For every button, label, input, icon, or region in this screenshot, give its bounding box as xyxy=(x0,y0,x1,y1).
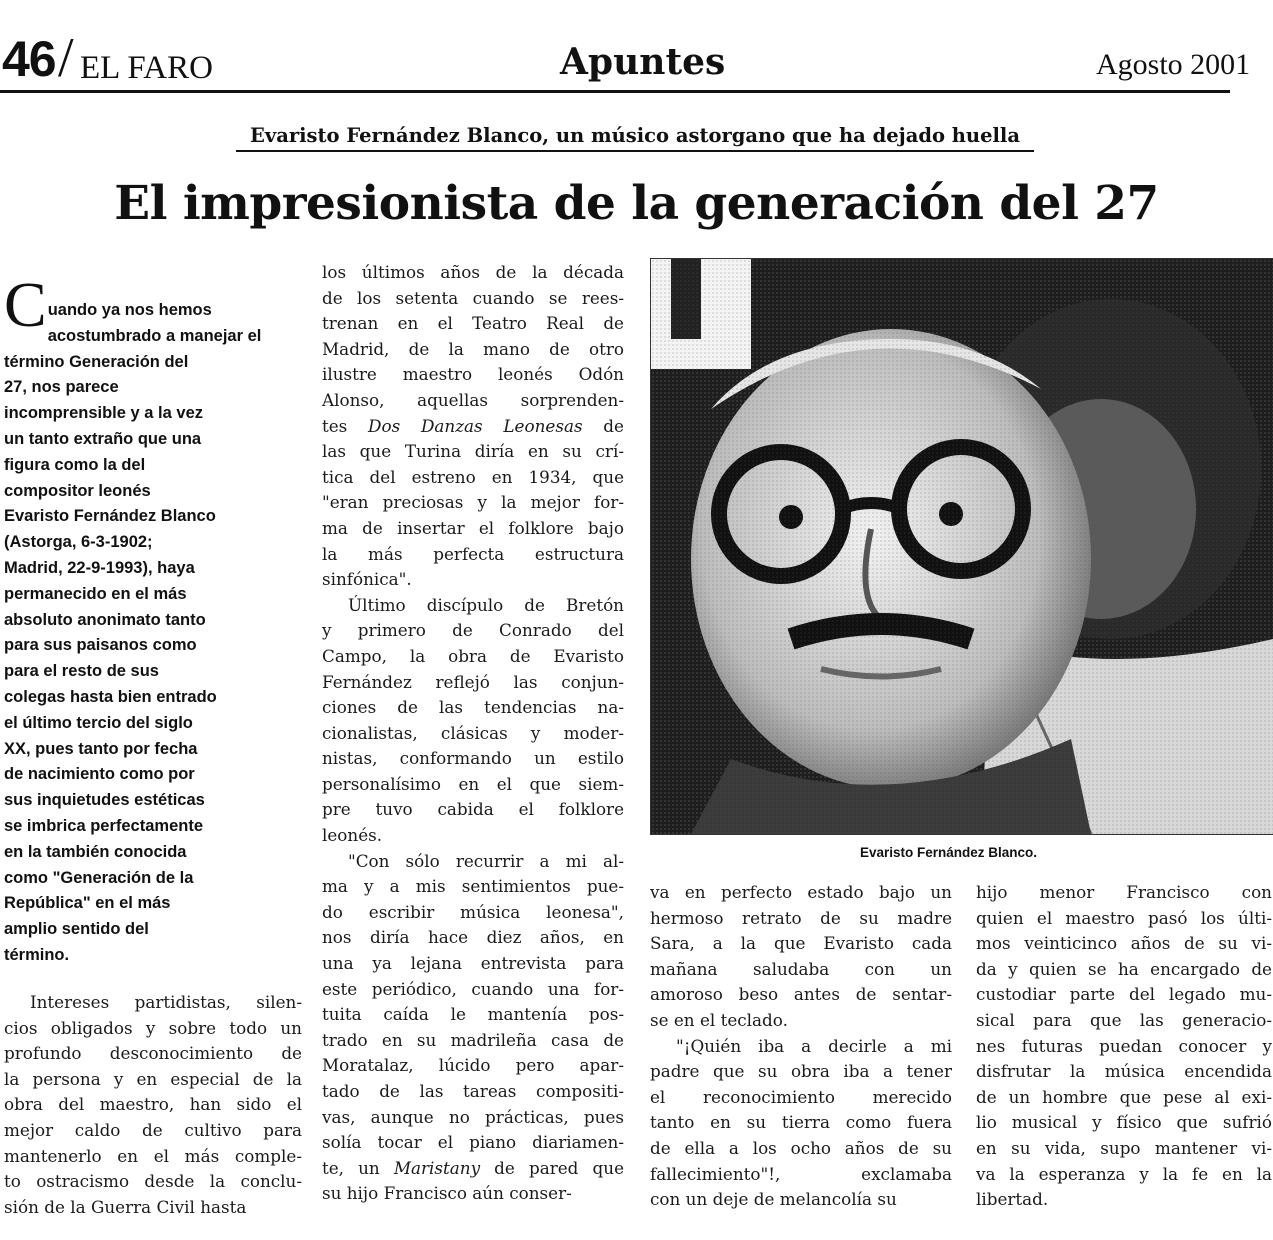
text-line: absoluto anonimato tanto xyxy=(4,610,206,629)
text-line: quien el maestro pasó los últi- xyxy=(976,907,1272,928)
column-3-body xyxy=(650,880,952,1213)
text-line: de nacimiento como por xyxy=(4,765,195,784)
newspaper-name: EL FARO xyxy=(80,50,213,86)
text-line: 27, nos parece xyxy=(4,378,119,397)
text-line: un tanto extraño que una xyxy=(4,429,202,448)
text-line: sus inquietudes estéticas xyxy=(4,791,205,810)
text-line: ilustre maestro leonés Odón xyxy=(322,364,624,385)
text-line: Campo, la obra de Evaristo xyxy=(322,645,624,666)
text-line: custodiar parte del legado mu- xyxy=(976,984,1272,1005)
text-line: permanecido en el más xyxy=(4,584,187,603)
text-line: "Con sólo recurrir a mi al- xyxy=(348,850,624,871)
text-line: acostumbrado a manejar el xyxy=(47,326,262,345)
text-line: profundo desconocimiento de xyxy=(4,1043,302,1064)
text-line: el reconocimiento merecido xyxy=(650,1086,952,1107)
text-line: "eran preciosas y la mejor for- xyxy=(322,492,624,513)
text-line: el último tercio del siglo xyxy=(4,713,193,732)
text-line: disfrutar la música encendida xyxy=(976,1061,1272,1082)
text-line: término Generación del xyxy=(4,352,189,371)
text-line: da y quien se ha encargado de xyxy=(976,958,1272,979)
text-line: obra del maestro, han sido el xyxy=(4,1094,302,1115)
text-line: con un deje de melancolía su xyxy=(650,1189,897,1210)
text-line: para sus paisanos como xyxy=(4,636,197,655)
text-line: do escribir música leonesa", xyxy=(322,901,624,922)
text-line: término. xyxy=(4,945,70,964)
text-line: nos diría hace diez años, en xyxy=(322,927,624,948)
text-line: solía tocar el piano diariamen- xyxy=(322,1132,624,1153)
text-line: trenan en el Teatro Real de xyxy=(322,313,624,334)
text-line: ma de insertar el folklore bajo xyxy=(322,517,624,538)
text-line: hijo menor Francisco con xyxy=(976,882,1272,902)
text-line: Moratalaz, lúcido pero apar- xyxy=(322,1055,624,1076)
text-line: XX, pues tanto por fecha xyxy=(4,739,198,758)
text-line: en su vida, supo mantener vi- xyxy=(976,1137,1272,1158)
text-line: fallecimiento"!, exclamaba xyxy=(650,1163,952,1184)
text-line: Fernández reflejó las conjun- xyxy=(322,671,624,692)
text-line: se imbrica perfectamente xyxy=(4,816,204,835)
text-line: mantenerlo en el más comple- xyxy=(4,1145,302,1166)
kicker-underline xyxy=(236,150,1034,152)
text-line: padre que su obra iba a tener xyxy=(650,1061,952,1082)
lead-lines xyxy=(4,324,294,969)
text-line: tanto en su tierra como fuera xyxy=(650,1112,952,1133)
text-line: leonés. xyxy=(322,825,383,846)
text-line: tuita caída le mantenía pos- xyxy=(322,1004,624,1025)
text-line: este periódico, cuando una for- xyxy=(322,978,624,999)
issue-date: Agosto 2001 xyxy=(1096,48,1251,81)
text-line: Sara, a la que Evaristo cada xyxy=(650,933,952,954)
column-2-body xyxy=(322,260,624,1207)
text-line: tado de las tareas compositi- xyxy=(322,1081,624,1101)
article-headline: El impresionista de la generación del 27 xyxy=(114,176,1159,231)
text-line: sión de la Guerra Civil hasta xyxy=(4,1196,247,1217)
text-line: y primero de Conrado del xyxy=(322,620,624,641)
text-line: amplio sentido del xyxy=(4,920,149,939)
portrait-photo xyxy=(650,258,1273,835)
page-number: 46 xyxy=(2,31,56,87)
text-line: sinfónica". xyxy=(322,569,412,590)
text-line: sical para que las generacio- xyxy=(976,1009,1272,1030)
masthead-separator: / xyxy=(58,27,74,89)
text-line: una ya lejana entrevista para xyxy=(322,953,624,974)
text-line: trado en su madrileña casa de xyxy=(322,1029,624,1050)
text-line: amoroso beso antes de sentar- xyxy=(650,984,952,1005)
text-line: Evaristo Fernández Blanco xyxy=(4,507,216,526)
lead-paragraph xyxy=(4,269,294,969)
text-line: personalísimo en el que siem- xyxy=(322,773,624,794)
section-title: Apuntes xyxy=(560,41,726,83)
text-line: ciones de las tendencias na- xyxy=(322,697,624,718)
text-line: to ostracismo desde la conclu- xyxy=(4,1171,302,1192)
text-line: la más perfecta estructura xyxy=(322,543,624,564)
photo-caption: Evaristo Fernández Blanco. xyxy=(860,845,1038,860)
text-line: como "Generación de la xyxy=(4,868,194,887)
text-line: nistas, conformando un estilo xyxy=(322,748,624,769)
text-line: vas, aunque no prácticas, pues xyxy=(322,1106,624,1127)
text-line: Madrid, de la mano de otro xyxy=(322,338,624,359)
text-line: "¡Quién iba a decirle a mi xyxy=(676,1035,952,1056)
text-line: pre tuvo cabida el folklore xyxy=(322,799,624,820)
text-line: de los setenta cuando se rees- xyxy=(322,287,624,308)
text-line: mos veinticinco años de su vi- xyxy=(976,933,1272,954)
text-line: colegas hasta bien entrado xyxy=(4,687,217,706)
text-line: libertad. xyxy=(976,1189,1049,1210)
text-line: Madrid, 22-9-1993), haya xyxy=(4,558,195,577)
portrait-photo-image xyxy=(651,259,1273,834)
text-line: figura como la del xyxy=(4,455,146,474)
text-line: nes futuras puedan conocer y xyxy=(976,1035,1272,1056)
text-line: de un hombre que pese al exi- xyxy=(976,1086,1272,1107)
text-line: mejor caldo de cultivo para xyxy=(4,1119,302,1140)
drop-cap: C xyxy=(4,269,47,340)
text-line: los últimos años de la década xyxy=(322,262,624,282)
text-line: mañana saludaba con un xyxy=(650,958,952,979)
text-line: va la esperanza y la fe en la xyxy=(976,1163,1272,1184)
masthead-rule xyxy=(0,90,1230,93)
text-line: las que Turina diría en su crí- xyxy=(322,441,624,462)
text-line: República" en el más xyxy=(4,894,171,913)
column-1-body xyxy=(4,990,302,1220)
text-line: de ella a los ocho años de su xyxy=(650,1137,952,1158)
text-line: compositor leonés xyxy=(4,481,151,500)
text-line: Último discípulo de Bretón xyxy=(348,594,624,615)
text-line: (Astorga, 6-3-1902; xyxy=(4,533,153,552)
text-line: incomprensible y a la vez xyxy=(4,404,203,423)
text-line: cionalistas, clásicas y moder- xyxy=(322,722,624,743)
column-4-body xyxy=(976,880,1272,1213)
text-line: te, un Maristany de pared que xyxy=(322,1157,624,1178)
text-line: su hijo Francisco aún conser- xyxy=(322,1183,572,1204)
text-line: hermoso retrato de su madre xyxy=(650,907,952,928)
text-line: Intereses partidistas, silen- xyxy=(30,992,302,1012)
text-line: para el resto de sus xyxy=(4,662,159,681)
text-line: ma y a mis sentimientos pue- xyxy=(322,876,624,897)
text-line: tica del estreno en 1934, que xyxy=(322,466,624,487)
text-line: cios obligados y sobre todo un xyxy=(4,1017,302,1038)
text-line: uando ya nos hemos xyxy=(47,301,212,319)
article-kicker: Evaristo Fernández Blanco, un músico astorgano que ha dejado huella xyxy=(250,124,1020,147)
text-line: tes Dos Danzas Leonesas de xyxy=(322,415,624,436)
text-line: en la también conocida xyxy=(4,842,187,861)
text-line: la persona y en especial de la xyxy=(4,1068,302,1089)
text-line: se en el teclado. xyxy=(650,1009,788,1030)
text-line: lio musical y físico que sufrió xyxy=(976,1112,1272,1133)
text-line: va en perfecto estado bajo un xyxy=(650,882,952,902)
text-line: Alonso, aquellas sorprenden- xyxy=(322,389,624,410)
